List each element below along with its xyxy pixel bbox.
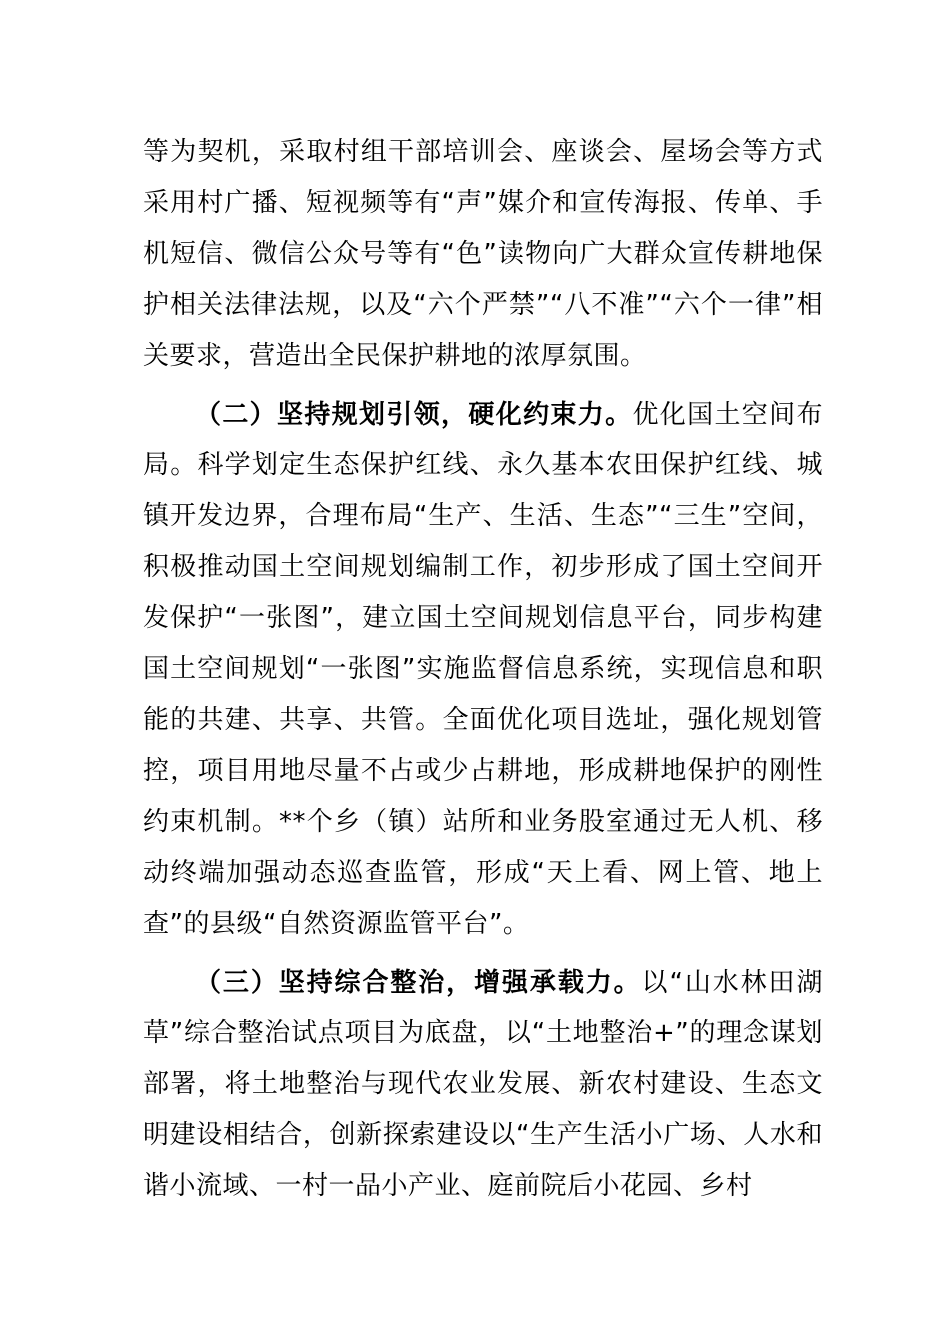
paragraph-3-text: 以“山水林田湖草”综合整治试点项目为底盘，以“土地整治+”的理念谋划部署，将土地整治与现代农业发展、新农村建设、生态文明建设相结合，创新探索建设以“生产生活小广场、人水和谐小流域、一村一品小产业、庭前院后小花园、乡村 — [143, 967, 823, 1202]
paragraph-2 — [143, 390, 823, 950]
paragraph-3 — [143, 958, 823, 1213]
paragraph-1 — [143, 127, 823, 382]
paragraph-3-heading: （三）坚持综合整治，增强承载力。 — [195, 967, 642, 998]
paragraph-1-text: 等为契机，采取村组干部培训会、座谈会、屋场会等方式采用村广播、短视频等有“声”媒介和宣传海报、传单、手机短信、微信公众号等有“色”读物向广大群众宣传耕地保护相关法律法规，以及“六个严禁”“八不准”“六个一律”相关要求，营造出全民保护耕地的浓厚氛围。 — [143, 137, 823, 371]
document-body — [143, 127, 823, 1212]
paragraph-2-heading: （二）坚持规划引领，硬化约束力。 — [195, 399, 633, 430]
paragraph-2-text: 优化国土空间布局。科学划定生态保护红线、永久基本农田保护红线、城镇开发边界，合理布局“生产、生活、生态”“三生”空间，积极推动国土空间规划编制工作，初步形成了国土空间开发保护“一张图”，建立国土空间规划信息平台，同步构建国土空间规划“一张图”实施监督信息系统，实现信息和职能的共建、共享、共管。全面优化项目选址，强化规划管控，项目用地尽量不占或少占耕地，形成耕地保护的刚性约束机制。**个乡（镇）站所和业务股室通过无人机、移动终端加强动态巡查监管，形成“天上看、网上管、地上查”的县级“自然资源监管平台”。 — [143, 399, 823, 939]
